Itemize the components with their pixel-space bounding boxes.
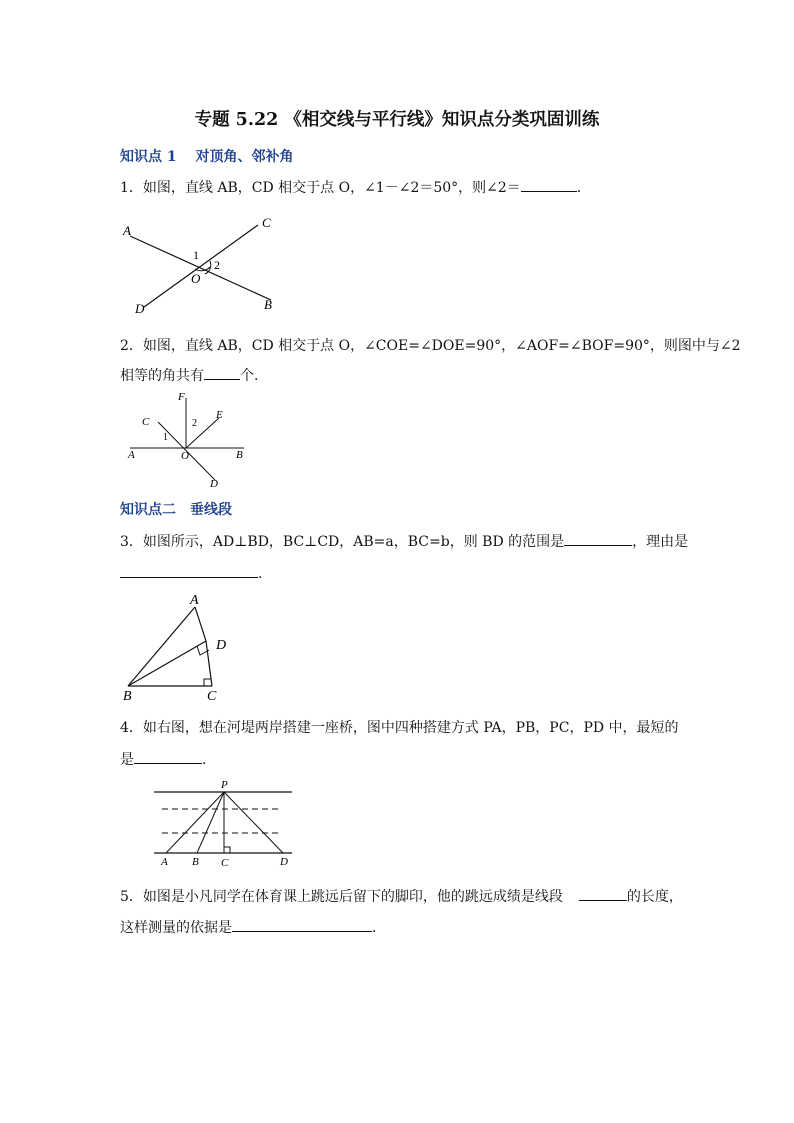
label-B: B <box>236 449 243 461</box>
figure-1-intersecting-lines <box>118 212 288 318</box>
label-A: A <box>128 449 135 461</box>
label-angle-1: 1 <box>163 432 168 443</box>
label-B: B <box>192 856 199 868</box>
question-2-line-1: 2．如图，直线 AB，CD 相交于点 O，∠COE=∠DOE=90°，∠AOF=∠BOF=90°，则图中与∠2 <box>120 338 741 354</box>
label-D: D <box>210 478 218 488</box>
segment-PB <box>197 792 224 853</box>
label-D: D <box>280 856 288 868</box>
label-angle-1: 1 <box>193 248 199 262</box>
section-heading-1: 知识点 1 对顶角、邻补角 <box>120 149 294 165</box>
label-C: C <box>262 215 271 230</box>
ray-OE <box>186 418 219 448</box>
label-O: O <box>191 271 201 286</box>
label-B: B <box>264 297 272 312</box>
label-angle-2: 2 <box>214 258 220 272</box>
answer-blank-2[interactable] <box>204 365 240 380</box>
label-B: B <box>123 689 132 704</box>
line-AB <box>130 236 271 300</box>
figure-3-triangles <box>118 590 238 706</box>
label-D: D <box>135 301 145 316</box>
label-D: D <box>216 638 227 653</box>
line-CD <box>144 225 258 307</box>
label-A: A <box>161 856 168 868</box>
label-angle-2: 2 <box>192 418 197 429</box>
segment-AB <box>128 607 195 686</box>
question-2-line-2: 相等的角共有 个. <box>120 365 258 385</box>
question-3-line-2: . <box>120 563 262 582</box>
answer-blank-3b[interactable] <box>120 563 258 578</box>
answer-blank-3a[interactable] <box>564 531 632 546</box>
label-O: O <box>181 450 189 462</box>
label-F: F <box>178 391 185 403</box>
answer-blank-5a[interactable] <box>579 886 627 901</box>
page-title: 专题 5.22 《相交线与平行线》知识点分类巩固训练 <box>194 110 600 130</box>
question-5-line-1: 5．如图是小凡同学在体育课上跳远后留下的脚印，他的跳远成绩是线段 的长度， <box>120 886 683 906</box>
right-angle-mark-C <box>224 847 230 853</box>
question-4-line-2: 是 . <box>120 749 206 769</box>
label-P: P <box>221 779 228 791</box>
segment-PA <box>166 792 224 853</box>
segment-PD <box>224 792 283 853</box>
segment-BD <box>128 641 206 686</box>
section-heading-2: 知识点二 垂线段 <box>120 502 232 518</box>
label-C: C <box>142 416 150 428</box>
question-1-text: 1．如图，直线 AB，CD 相交于点 O，∠1－∠2＝50°，则∠2＝ <box>120 180 521 196</box>
label-C: C <box>207 689 217 704</box>
question-1: 1．如图，直线 AB，CD 相交于点 O，∠1－∠2＝50°，则∠2＝ ． <box>120 177 591 197</box>
segment-AD <box>195 607 206 641</box>
label-A: A <box>190 593 199 608</box>
label-E: E <box>216 409 223 421</box>
question-4-line-1: 4．如右图，想在河堤两岸搭建一座桥，图中四种搭建方式 PA，PB，PC，PD 中，最短的 <box>120 720 679 736</box>
right-angle-mark-C <box>204 679 211 686</box>
answer-blank-4[interactable] <box>134 749 202 764</box>
label-A: A <box>123 223 131 238</box>
label-C: C <box>221 857 229 869</box>
figure-4-river-bridge <box>150 776 296 870</box>
figure-2-perpendicular-lines <box>126 390 248 488</box>
question-3-line-1: 3．如图所示，AD⊥BD，BC⊥CD，AB=a，BC=b，则 BD 的范围是 ，理由是 <box>120 531 688 551</box>
question-5-line-2: 这样测量的依据是 . <box>120 917 376 937</box>
answer-blank-1[interactable] <box>521 177 577 192</box>
answer-blank-5b[interactable] <box>232 917 372 932</box>
